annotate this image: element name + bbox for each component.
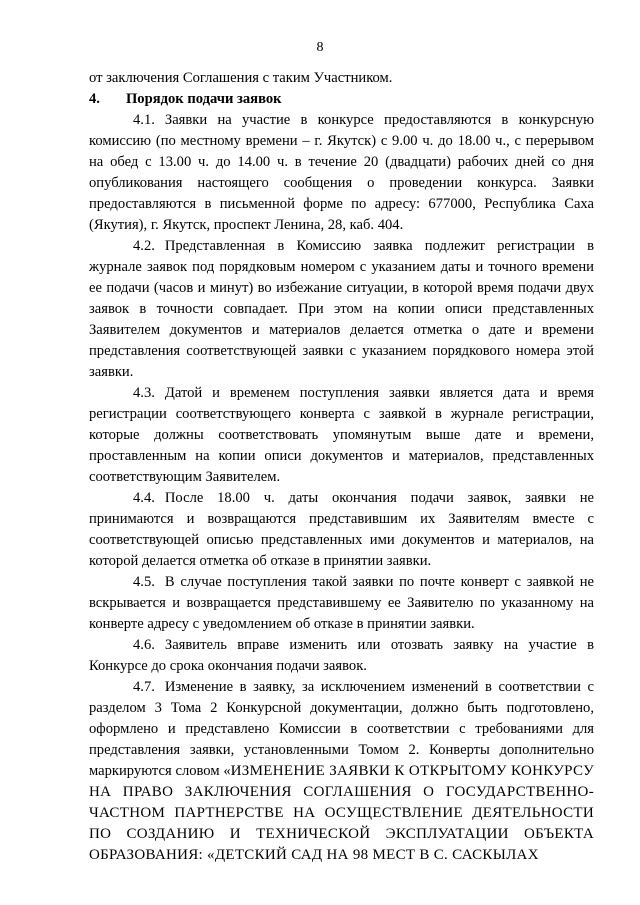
clause-number: 4.6.: [133, 637, 155, 653]
clause-number: 4.5.: [133, 574, 155, 590]
lead-paragraph: от заключения Соглашения с таким Участником.: [89, 70, 393, 86]
clause-caps-text: ИЗМЕНЕНИЕ ЗАЯВКИ К ОТКРЫТОМУ КОНКУРСУ НА ПРАВО ЗАКЛЮЧЕНИЯ СОГЛАШЕНИЯ О ГОСУДАРСТВЕННО-ЧАСТНОМ ПАРТНЕРСТВЕ НА ОСУЩЕСТВЛЕНИЕ ДЕЯТЕЛЬНОСТИ ПО СОЗДАНИЮ И ТЕХНИЧЕСКОЙ ЭКСПЛУАТАЦИИ ОБЪЕКТА ОБРАЗОВАНИЯ: «ДЕТСКИЙ САД НА 98 МЕСТ В С. САСКЫЛАХ: [89, 763, 594, 863]
clause-number: 4.7.: [133, 679, 155, 695]
clause-text: Датой и временем поступления заявки является дата и время регистрации соответствующего конверта с заявкой в журнале регистрации, которые должны соответствовать упомянутым выше дате и времени, проставленным на копии описи документов и материалов, представленных соответствующим Заявителем.: [89, 385, 594, 485]
clause-number: 4.1.: [133, 112, 155, 128]
clause-4-6: [89, 635, 594, 677]
document-body: [89, 68, 594, 866]
clause-text: Изменение в заявку, за исключением изменений в соответствии с разделом 3 Тома 2 Конкурсной документации, должно быть подготовлено, оформлено и представлено Комиссии в соответствии с требованиями для представления заявки, установленными Томом 2. Конверты дополнительно маркируются словом «: [89, 679, 594, 779]
clause-4-2: [89, 236, 594, 383]
clause-4-3: [89, 383, 594, 488]
clause-text: Заявки на участие в конкурсе предоставляются в конкурсную комиссию (по местному времени – г. Якутск) с 9.00 ч. до 18.00 ч., с перерывом на обед с 13.00 ч. до 14.00 ч. в течение 20 (двадцати) рабочих дней со дня опубликования настоящего сообщения о проведении конкурса. Заявки предоставляются в письменной форме по адресу: 677000, Республика Саха (Якутия), г. Якутск, проспект Ленина, 28, каб. 404.: [89, 112, 594, 233]
clause-number: 4.4.: [133, 490, 155, 506]
clause-4-1: [89, 110, 594, 236]
clause-4-5: [89, 572, 594, 635]
clause-text: В случае поступления такой заявки по почте конверт с заявкой не вскрывается и возвращается представившему ее Заявителю по указанному на конверте адресу с уведомлением об отказе в принятии заявки.: [89, 574, 594, 632]
page-number: 8: [316, 40, 324, 55]
section-heading: [89, 89, 594, 110]
clause-4-4: [89, 488, 594, 572]
section-title: Порядок подачи заявок: [125, 91, 282, 107]
section-number: 4.: [89, 91, 100, 107]
clause-text: После 18.00 ч. даты окончания подачи заявок, заявки не принимаются и возвращаются представившим их Заявителям вместе с соответствующей описью представленных ими документов и материалов, на которой делается отметка об отказе в принятии заявки.: [89, 490, 594, 569]
clause-number: 4.2.: [133, 238, 155, 254]
clause-text: Представленная в Комиссию заявка подлежит регистрации в журнале заявок под порядковым номером с указанием даты и точного времени ее подачи (часов и минут) во избежание ситуации, в которой время подачи двух заявок в точности совпадает. При этом на копии описи представленных Заявителем документов и материалов делается отметка о дате и времени представления соответствующей заявки с указанием порядкового номера этой заявки.: [89, 238, 594, 380]
clause-text: Заявитель вправе изменить или отозвать заявку на участие в Конкурсе до срока окончания подачи заявок.: [89, 637, 594, 674]
clause-4-7: [89, 677, 594, 866]
clause-number: 4.3.: [133, 385, 155, 401]
